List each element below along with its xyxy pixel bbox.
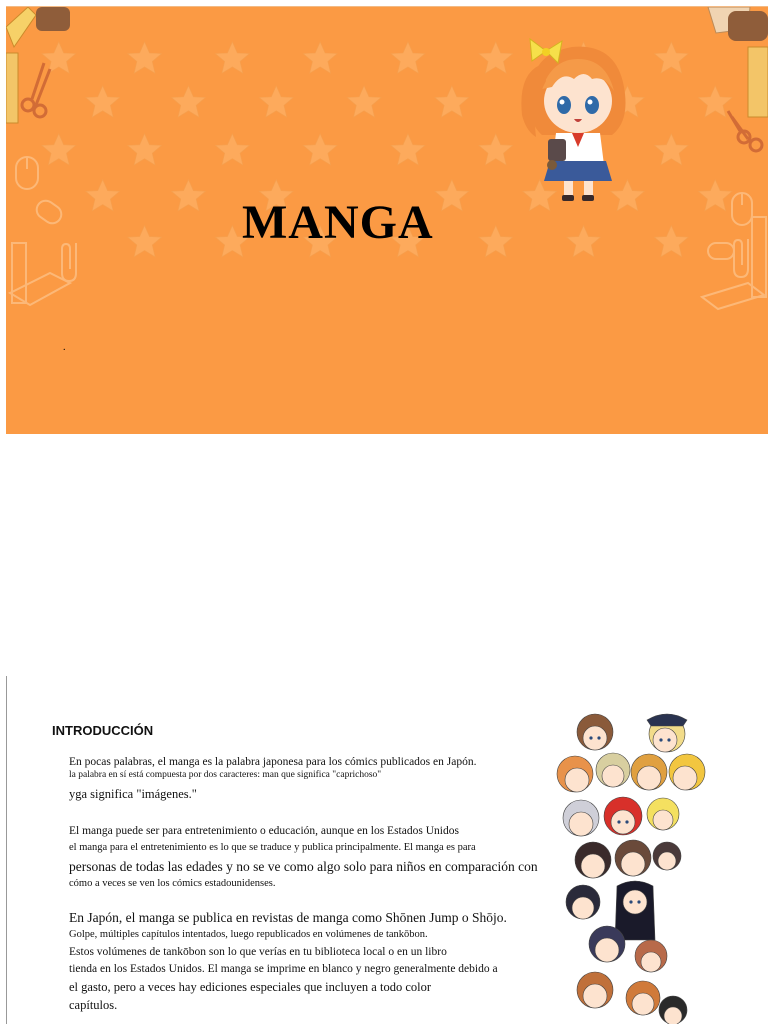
bullet-1-line-2: la palabra en sí está compuesta por dos caracteres: man que significa "caprichoso" — [69, 770, 382, 780]
chibi-character-illustration — [512, 35, 644, 203]
bullet-3-line-6: capítulos. — [69, 998, 118, 1012]
bullet-3-line-1: En Japón, el manga se publica en revistas de manga como Shōnen Jump o Shōjo. — [69, 910, 507, 925]
bullet-3-line-4: tienda en los Estados Unidos. El manga se imprime en blanco y negro generalmente debido a — [69, 963, 498, 975]
intro-slide — [6, 676, 768, 1024]
bullet-2-line-2: el manga para el entretenimiento es lo que se traduce y publica principalmente. El manga es para — [69, 842, 476, 853]
bullet-3-line-5: el gasto, pero a veces hay ediciones especiales que incluyen a todo color — [69, 980, 432, 994]
title-slide — [6, 6, 768, 434]
stationery-decoration-left — [6, 7, 86, 434]
stationery-decoration-right — [688, 7, 768, 434]
bullet-2-line-3: personas de todas las edades y no se ve como algo solo para niños en comparación con — [69, 859, 538, 874]
bullet-3-line-2: Golpe, múltiples capítulos intentados, luego republicados en volúmenes de tankōbon. — [69, 929, 428, 940]
bullet-1-line-1: En pocas palabras, el manga es la palabra japonesa para los cómics publicados en Japón. — [69, 756, 477, 768]
section-heading: INTRODUCCIÓN — [52, 723, 154, 738]
anime-characters-illustration — [555, 710, 725, 1024]
bullet-2-line-4: cómo a veces se ven los cómics estadounidenses. — [69, 878, 276, 889]
slide-title: MANGA — [242, 196, 434, 249]
bullet-3-line-3: Estos volúmenes de tankōbon son lo que verías en tu biblioteca local o en un libro — [69, 946, 447, 958]
bullet-2-line-1: El manga puede ser para entretenimiento o educación, aunque en los Estados Unidos — [69, 825, 459, 837]
stray-dot: . — [63, 342, 66, 353]
bullet-1-line-3: yga significa "imágenes." — [69, 787, 197, 801]
